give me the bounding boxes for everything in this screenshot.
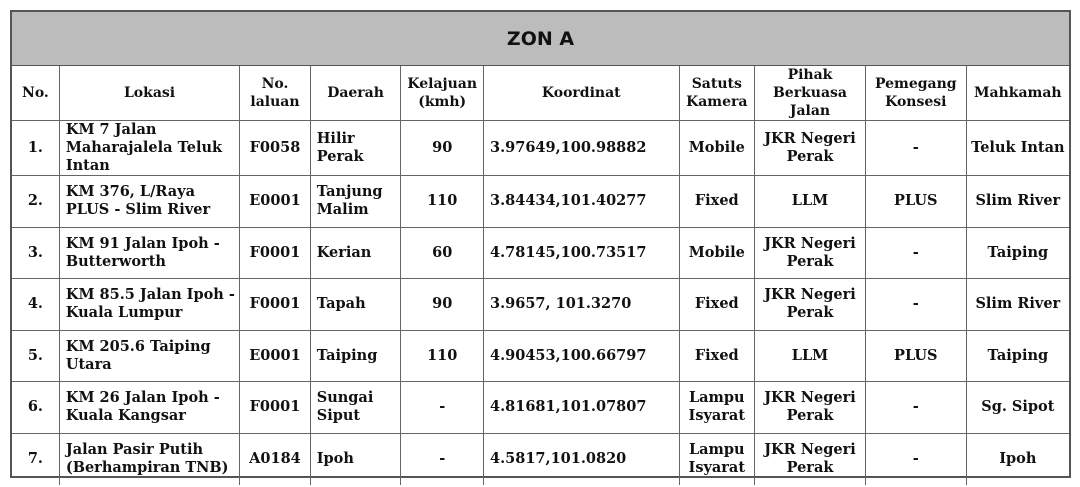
cell-laluan: F0001 — [240, 227, 311, 279]
table-body — [12, 121, 1069, 485]
table-row — [12, 121, 1069, 176]
zone-title — [12, 12, 1069, 66]
speed-camera-table — [12, 66, 1069, 485]
cell-kamera: Fixed — [679, 330, 755, 382]
cell-daerah: Ipoh — [310, 433, 401, 485]
cell-kelajuan: 60 — [401, 227, 484, 279]
zone-title-text: ZON A — [506, 28, 575, 50]
cell-mahkamah: Taiping — [966, 227, 1069, 279]
cell-no: 1. — [12, 121, 59, 176]
header-koordinat: Koordinat — [484, 66, 679, 121]
cell-mahkamah: Taiping — [966, 330, 1069, 382]
cell-koordinat: 3.9657, 101.3270 — [484, 279, 679, 331]
cell-kamera: Fixed — [679, 279, 755, 331]
cell-no: 3. — [12, 227, 59, 279]
table-row — [12, 433, 1069, 485]
zone-table-container — [10, 10, 1071, 478]
cell-daerah: Sungai Siput — [310, 382, 401, 434]
cell-mahkamah: Teluk Intan — [966, 121, 1069, 176]
cell-pihak: JKR Negeri Perak — [755, 227, 866, 279]
cell-kamera: Mobile — [679, 121, 755, 176]
cell-mahkamah: Sg. Sipot — [966, 382, 1069, 434]
cell-kelajuan: - — [401, 433, 484, 485]
cell-pemegang: - — [865, 227, 966, 279]
table-row — [12, 227, 1069, 279]
header-kamera: Satuts Kamera — [679, 66, 755, 121]
cell-kelajuan: - — [401, 382, 484, 434]
cell-lokasi: KM 91 Jalan Ipoh - Butterworth — [59, 227, 239, 279]
cell-no: 2. — [12, 176, 59, 228]
cell-pihak: LLM — [755, 330, 866, 382]
header-pihak: Pihak Berkuasa Jalan — [755, 66, 866, 121]
cell-lokasi: KM 205.6 Taiping Utara — [59, 330, 239, 382]
cell-koordinat: 4.81681,101.07807 — [484, 382, 679, 434]
cell-laluan: F0058 — [240, 121, 311, 176]
cell-lokasi: Jalan Pasir Putih (Berhampiran TNB) — [59, 433, 239, 485]
cell-daerah: Hilir Perak — [310, 121, 401, 176]
cell-kamera: Lampu Isyarat — [679, 433, 755, 485]
header-row — [12, 66, 1069, 121]
table-row — [12, 330, 1069, 382]
cell-kamera: Mobile — [679, 227, 755, 279]
header-pemegang: Pemegang Konsesi — [865, 66, 966, 121]
cell-pemegang: - — [865, 433, 966, 485]
cell-pihak: JKR Negeri Perak — [755, 121, 866, 176]
cell-koordinat: 3.84434,101.40277 — [484, 176, 679, 228]
cell-lokasi: KM 7 Jalan Maharajalela Teluk Intan — [59, 121, 239, 176]
cell-pemegang: PLUS — [865, 176, 966, 228]
cell-kelajuan: 90 — [401, 279, 484, 331]
cell-mahkamah: Ipoh — [966, 433, 1069, 485]
cell-laluan: F0001 — [240, 382, 311, 434]
cell-pihak: JKR Negeri Perak — [755, 382, 866, 434]
cell-pihak: JKR Negeri Perak — [755, 279, 866, 331]
table-row — [12, 176, 1069, 228]
header-no: No. — [12, 66, 59, 121]
table-row — [12, 279, 1069, 331]
cell-laluan: A0184 — [240, 433, 311, 485]
cell-lokasi: KM 376, L/Raya PLUS - Slim River — [59, 176, 239, 228]
cell-no: 6. — [12, 382, 59, 434]
header-kelajuan: Kelajuan (kmh) — [401, 66, 484, 121]
cell-kelajuan: 90 — [401, 121, 484, 176]
header-daerah: Daerah — [310, 66, 401, 121]
cell-koordinat: 4.78145,100.73517 — [484, 227, 679, 279]
cell-koordinat: 4.5817,101.0820 — [484, 433, 679, 485]
cell-lokasi: KM 26 Jalan Ipoh - Kuala Kangsar — [59, 382, 239, 434]
cell-daerah: Kerian — [310, 227, 401, 279]
cell-kelajuan: 110 — [401, 330, 484, 382]
cell-laluan: E0001 — [240, 176, 311, 228]
header-lokasi: Lokasi — [59, 66, 239, 121]
cell-pemegang: - — [865, 121, 966, 176]
cell-kamera: Lampu Isyarat — [679, 382, 755, 434]
cell-laluan: F0001 — [240, 279, 311, 331]
cell-kelajuan: 110 — [401, 176, 484, 228]
cell-daerah: Tapah — [310, 279, 401, 331]
cell-mahkamah: Slim River — [966, 279, 1069, 331]
cell-no: 4. — [12, 279, 59, 331]
cell-mahkamah: Slim River — [966, 176, 1069, 228]
cell-daerah: Taiping — [310, 330, 401, 382]
cell-no: 7. — [12, 433, 59, 485]
table-row — [12, 382, 1069, 434]
cell-pihak: LLM — [755, 176, 866, 228]
cell-koordinat: 3.97649,100.98882 — [484, 121, 679, 176]
cell-pemegang: - — [865, 279, 966, 331]
cell-daerah: Tanjung Malim — [310, 176, 401, 228]
cell-kamera: Fixed — [679, 176, 755, 228]
cell-pemegang: - — [865, 382, 966, 434]
cell-pemegang: PLUS — [865, 330, 966, 382]
cell-no: 5. — [12, 330, 59, 382]
cell-koordinat: 4.90453,100.66797 — [484, 330, 679, 382]
cell-lokasi: KM 85.5 Jalan Ipoh - Kuala Lumpur — [59, 279, 239, 331]
header-mahkamah: Mahkamah — [966, 66, 1069, 121]
cell-laluan: E0001 — [240, 330, 311, 382]
cell-pihak: JKR Negeri Perak — [755, 433, 866, 485]
header-laluan: No. laluan — [240, 66, 311, 121]
